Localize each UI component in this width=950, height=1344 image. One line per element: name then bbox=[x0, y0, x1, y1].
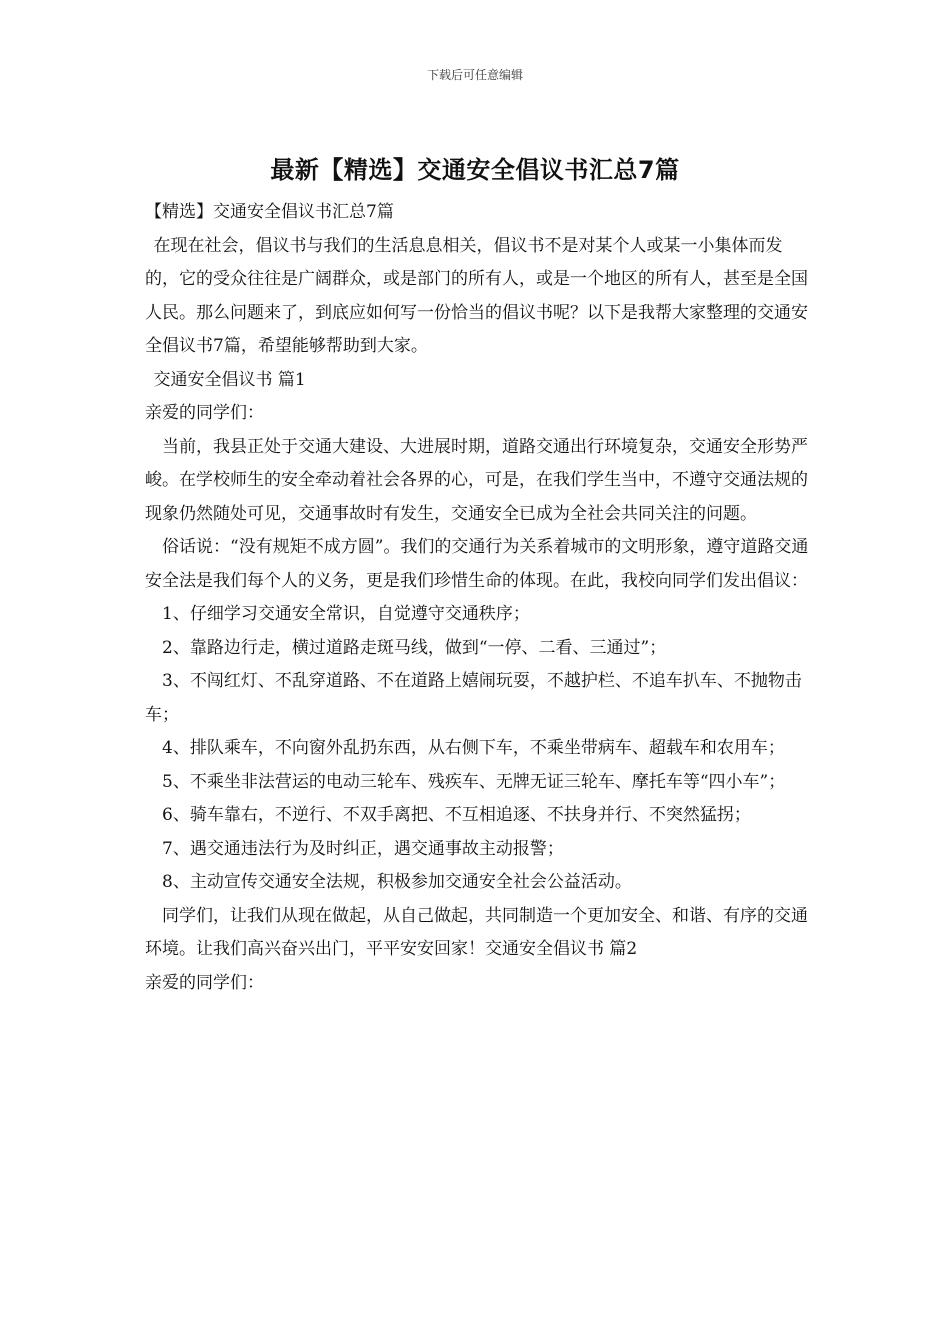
list-item: 2、靠路边行走，横过道路走斑马线，做到“一停、二看、三通过”； bbox=[162, 637, 667, 658]
list-item: 3、不闯红灯、不乱穿道路、不在道路上嬉闹玩耍，不越护栏、不追车扒车、不抛物击车； bbox=[145, 671, 802, 725]
list-item: 6、骑车靠右，不逆行、不双手离把、不互相追逐、不扶身并行、不突然猛拐； bbox=[162, 805, 751, 825]
salutation: 亲爱的同学们： bbox=[145, 972, 264, 993]
list-item: 4、排队乘车，不向窗外乱扔东西，从右侧下车，不乘坐带病车、超载车和农用车； bbox=[162, 738, 785, 758]
paragraph-subtitle: 【精选】交通安全倡议书汇总7篇 bbox=[145, 202, 394, 222]
paragraph-body: 当前，我县正处于交通大建设、大进展时期，道路交通出行环境复杂，交通安全形势严峻。在学校师生的安全牵动着社会各界的心，可是，在我们学生当中，不遵守交通法规的现象仍然随处可见，交通事故时有发生，交通安全已成为全社会共同关注的问题。 bbox=[145, 436, 808, 524]
document-title: 最新【精选】交通安全倡议书汇总7篇 bbox=[270, 156, 680, 184]
list-item: 7、遇交通违法行为及时纠正，遇交通事故主动报警； bbox=[162, 838, 564, 859]
list-item: 5、不乘坐非法营运的电动三轮车、残疾车、无牌无证三轮车、摩托车等“四小车”； bbox=[162, 771, 786, 792]
salutation: 亲爱的同学们： bbox=[145, 403, 264, 423]
document-body bbox=[145, 196, 810, 1000]
paragraph-body: 俗话说：“没有规矩不成方圆”。我们的交通行为关系着城市的文明形象，遵守道路交通安全法是我们每个人的义务，更是我们珍惜生命的体现。在此，我校向同学们发出倡议： bbox=[145, 537, 809, 591]
list-item: 1、仔细学习交通安全常识，自觉遵守交通秩序； bbox=[162, 604, 530, 624]
section-heading-1: 交通安全倡议书 篇1 bbox=[153, 369, 306, 390]
page-header-note: 下载后可任意编辑 bbox=[426, 68, 523, 82]
list-item: 8、主动宣传交通安全法规，积极参加交通安全社会公益活动。 bbox=[162, 872, 632, 892]
paragraph-closing: 同学们，让我们从现在做起，从自己做起，共同制造一个更加安全、和谐、有序的交通环境。让我们高兴奋兴出门，平平安安回家！交通安全倡议书 篇2 bbox=[145, 905, 808, 959]
paragraph-intro: 在现在社会，倡议书与我们的生活息息相关，倡议书不是对某个人或某一小集体而发的，它的受众往往是广阔群众，或是部门的所有人，或是一个地区的所有人，甚至是全国人民。那么问题来了，到底应如何写一份恰当的倡议书呢？以下是我帮大家整理的交通安全倡议书7篇，希望能够帮助到大家。 bbox=[145, 235, 808, 356]
